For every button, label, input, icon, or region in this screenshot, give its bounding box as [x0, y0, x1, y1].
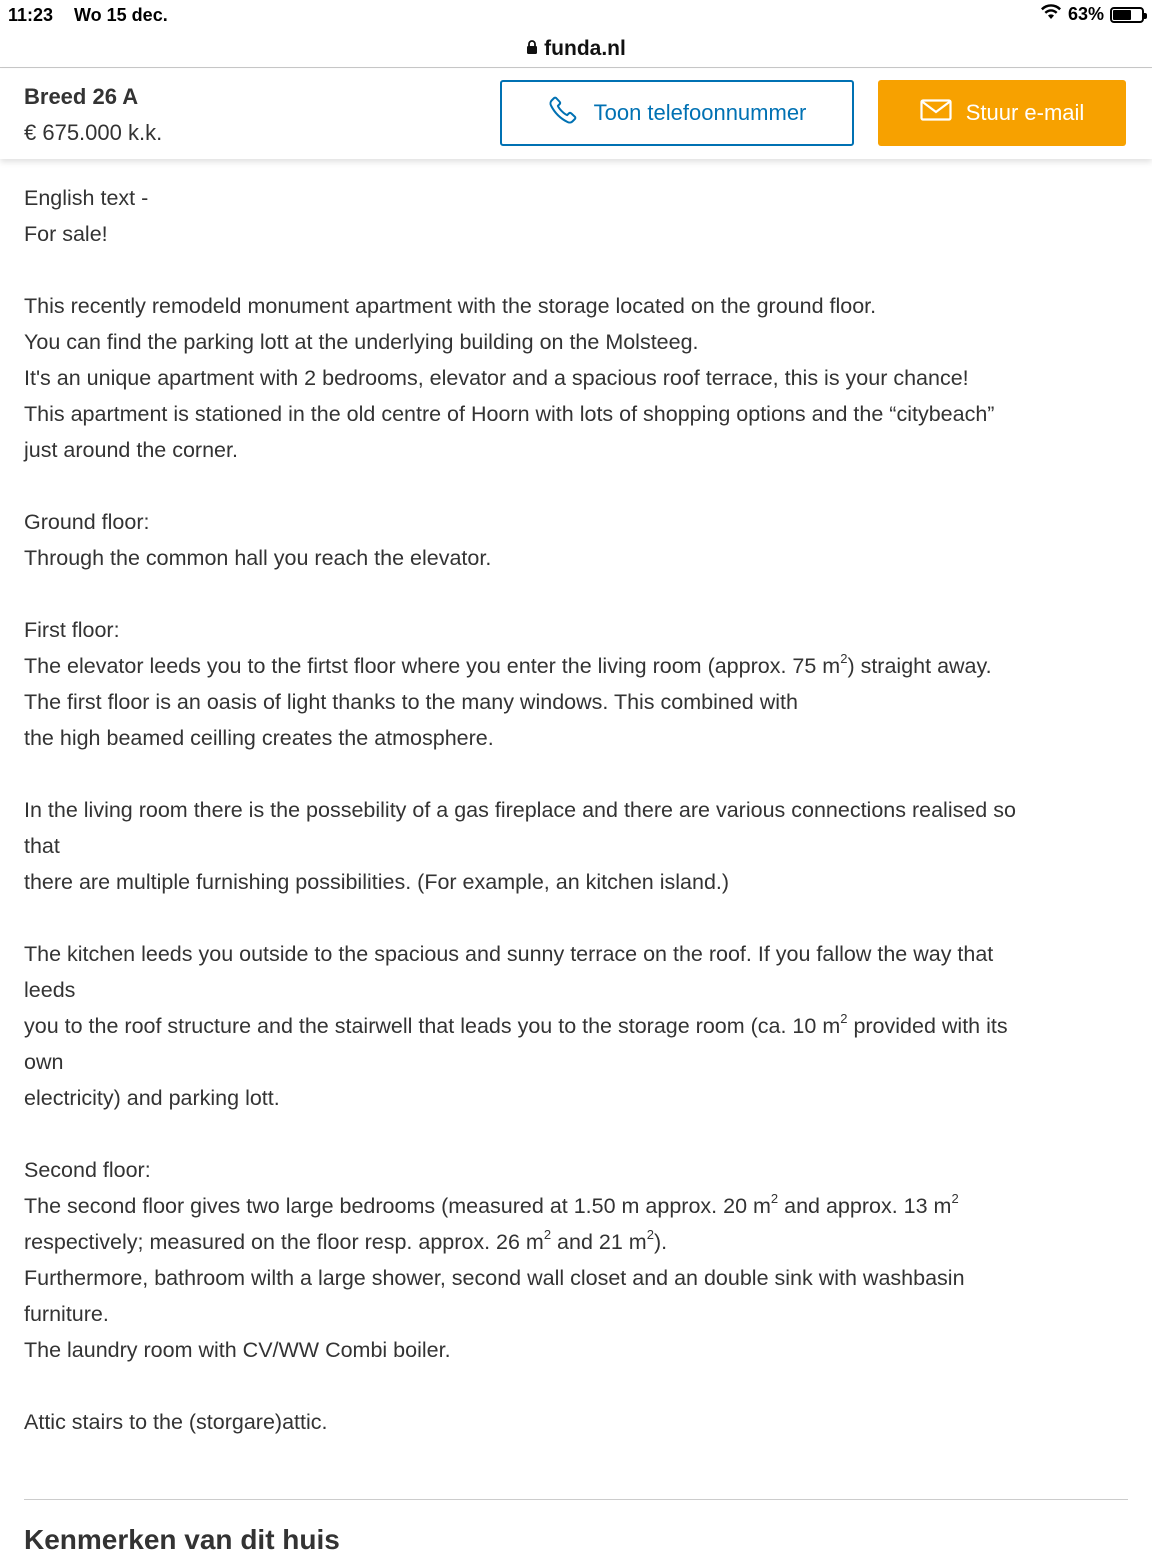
description-line: Second floor: [24, 1158, 151, 1182]
description-line: the high beamed ceilling creates the atmosphere. [24, 726, 494, 750]
url-text: funda.nl [544, 36, 626, 60]
description-line: Attic stairs to the (storgare)attic. [24, 1410, 328, 1434]
description-line: just around the corner. [24, 438, 238, 462]
superscript: 2 [951, 1190, 959, 1206]
description-line: This apartment is stationed in the old centre of Hoorn with lots of shopping options and the “citybeach” [24, 402, 995, 426]
description-line: The kitchen leeds you outside to the spacious and sunny terrace on the roof. If you fallow the way that [24, 942, 994, 966]
superscript: 2 [840, 650, 848, 666]
description-line: The laundry room with CV/WW Combi boiler. [24, 1338, 451, 1362]
paragraph-gap [24, 252, 1128, 288]
description-line: Through the common hall you reach the elevator. [24, 546, 492, 570]
address-bar[interactable] [0, 30, 1152, 68]
superscript: 2 [840, 1010, 848, 1026]
listing-description [24, 180, 1128, 1440]
listing-address: Breed 26 A [24, 84, 139, 109]
description-line [24, 1188, 1128, 1224]
text-part: respectively; measured on the floor resp. approx. 26 m [24, 1230, 544, 1254]
description-line: that [24, 834, 60, 858]
description-line [24, 1224, 1128, 1260]
features-heading: Kenmerken van dit huis [24, 1524, 340, 1555]
description-line: Furthermore, bathroom wilth a large shower, second wall closet and an double sink with washbasin [24, 1266, 965, 1290]
show-phone-button[interactable] [500, 80, 854, 146]
paragraph-gap [24, 468, 1128, 504]
superscript: 2 [646, 1226, 654, 1242]
lock-icon [526, 37, 538, 61]
description-line: It's an unique apartment with 2 bedrooms, elevator and a spacious roof terrace, this is your chance! [24, 366, 969, 390]
text-part: The second floor gives two large bedrooms (measured at 1.50 m approx. 20 m [24, 1194, 771, 1218]
send-email-label: Stuur e-mail [965, 100, 1085, 125]
description-line: The first floor is an oasis of light thanks to the many windows. This combined with [24, 690, 798, 714]
description-line: leeds [24, 978, 76, 1002]
description-line: electricity) and parking lott. [24, 1086, 280, 1110]
description-line: You can find the parking lott at the underlying building on the Molsteeg. [24, 330, 699, 354]
paragraph-gap [24, 576, 1128, 612]
description-line: Ground floor: [24, 510, 150, 534]
description-line: In the living room there is the possebility of a gas fireplace and there are various connections realised so [24, 798, 1016, 822]
section-divider [24, 1499, 1128, 1500]
description-line: there are multiple furnishing possibilities. (For example, an kitchen island.) [24, 870, 730, 894]
description-line: For sale! [24, 222, 108, 246]
description-line: own [24, 1050, 64, 1074]
text-part: The elevator leeds you to the firtst floor where you enter the living room (approx. 75 m [24, 654, 841, 678]
description-line: furniture. [24, 1302, 109, 1326]
description-line [24, 1008, 1128, 1044]
phone-icon [548, 95, 578, 131]
description-line: First floor: [24, 618, 120, 642]
battery-level [1113, 10, 1131, 20]
listing-header [0, 69, 1152, 159]
show-phone-label: Toon telefoonnummer [593, 100, 807, 125]
wifi-icon [1040, 4, 1062, 25]
superscript: 2 [770, 1190, 779, 1206]
text-part: and 21 m [551, 1230, 647, 1254]
send-email-button[interactable] [878, 80, 1126, 146]
text-part: ) straight away. [847, 654, 992, 678]
status-bar [0, 0, 1152, 30]
paragraph-gap [24, 900, 1128, 936]
paragraph-gap [24, 1116, 1128, 1152]
listing-price: € 675.000 k.k. [24, 120, 163, 145]
text-part: provided with its [847, 1014, 1008, 1038]
status-date: Wo 15 dec. [74, 5, 168, 25]
battery-percentage: 63% [1067, 4, 1104, 24]
paragraph-gap [24, 756, 1128, 792]
text-part: you to the roof structure and the stairwell that leads you to the storage room (ca. 10 m [24, 1014, 841, 1038]
status-time: 11:23 [8, 5, 54, 25]
status-indicators [1040, 4, 1144, 25]
text-part: and approx. 13 m [778, 1194, 952, 1218]
paragraph-gap [24, 1368, 1128, 1404]
superscript: 2 [543, 1226, 552, 1242]
description-line [24, 648, 1128, 684]
description-line: English text - [24, 186, 149, 210]
battery-icon [1110, 7, 1144, 23]
mail-icon [920, 99, 952, 127]
description-line: This recently remodeld monument apartment with the storage located on the ground floor. [24, 294, 877, 318]
text-part: ). [653, 1230, 668, 1254]
